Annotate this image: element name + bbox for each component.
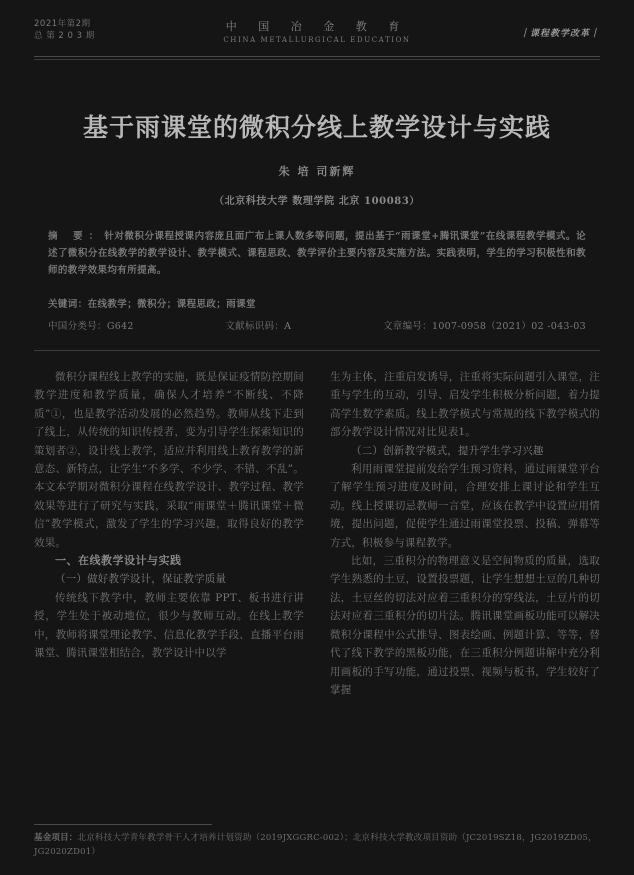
footnote-rule — [34, 824, 212, 825]
paragraph: 利用雨课堂提前发给学生预习资料，通过雨课堂平台了解学生预习进度及时间，合理安排上课讨论和学生互动。线上授课切忌教师一言堂，应该在教学中设置应用情境，提出问题，促使学生通过雨课堂投票、投稿、弹幕等方式，积极参与课程教学。 — [330, 463, 600, 549]
abstract-text: 针对微积分课程授课内容庞且面广布上课人数多等问题，提出基于“雨课堂+腾讯课堂”在线课程教学模式。论述了微积分在线教学的教学设计、教学模式、课程思政、教学评价主要内容及实施方法。实践表明，学生的学习积极性和教师的教学效果均有所提高。 — [48, 231, 586, 276]
column-tag: ｜课程教学改革｜ — [519, 29, 600, 39]
footnote-text: 北京科技大学青年教学骨干人才培养计划资助（2019JXGGRC-002）；北京科技大学教改项目资助（JC2019SZ18，JG2019ZD05，JG2020ZD01） — [34, 833, 597, 857]
issue-year: 2021年第2期 — [34, 19, 91, 29]
keywords-label: 关键词： — [48, 299, 88, 310]
abstract-label: 摘 要： — [48, 231, 105, 242]
body-columns — [34, 368, 600, 820]
doc-group — [225, 318, 291, 332]
affiliation: （北京科技大学 数理学院 北京 100083） — [214, 196, 420, 207]
footnote — [34, 831, 600, 859]
doc-value: A — [284, 321, 292, 332]
section-heading-1: 一、在线教学设计与实践 — [55, 554, 182, 568]
section-heading-2: （二）创新教学模式，提升学生学习兴趣 — [351, 444, 544, 457]
footnote-label: 基金项目： — [34, 833, 78, 843]
column-right — [330, 368, 600, 820]
column-left — [34, 368, 304, 820]
paragraph: 微积分课程线上教学的实施，既是保证疫情防控期间教学进度和教学质量，确保人才培养“不断线、不降质”①，也是教学活动发展的必然趋势。教师从线下走到了线上，从传统的知识传授者，变为引导学生探索知识的策划者②，设计线上教学，适应并利用线上教育教学的新意态、新特点，让学生“不多学、不少学、不错、不乱”。本文本学期对微积分课程在线教学设计、教学过程、教学效果等进行了研究与实践，采取“雨课堂＋腾讯课堂＋微信”教学模式，激发了学生的学习兴趣，取得良好的教学效果。 — [34, 371, 304, 549]
article-id-value: 1007-0958（2021）02 -043-03 — [431, 321, 586, 332]
abstract — [48, 228, 586, 279]
article-id-label: 文章编号： — [382, 321, 432, 332]
issue-number: 总 第 2 0 3 期 — [34, 31, 95, 41]
clc-value: G642 — [106, 321, 134, 332]
clc-group — [48, 318, 134, 332]
keywords — [48, 296, 586, 310]
clc-label: 中国分类号： — [48, 321, 107, 332]
article-id-group — [383, 318, 586, 332]
doc-label: 文献标识码： — [225, 321, 285, 332]
paragraph: 比如，三重积分的物理意义是空间物质的质量，选取学生熟悉的土豆，设置投票题，让学生想想土豆的几种切法，土豆丝的切法对应着三重积分的穿线法，土豆片的切法对应着三重积分的切片法。腾讯课堂画板功能可以解决微积分课程中公式推导、图表绘画、例题计算、等等，替代了线下教学的黑板功能，在三重积分例题讲解中充分利用画板的手写功能，通过投票、视频与板书，学生较好了掌握 — [330, 555, 600, 696]
paragraph: 传统线下教学中，教师主要依靠 PPT、板书进行讲授，学生处于被动地位，很少与教师互动。在线上教学中，教师将课堂理论教学、信息化教学手段、直播平台雨课堂、腾讯课堂相结合，教学设计中以学 — [34, 591, 304, 660]
journal-name — [34, 18, 600, 44]
journal-name-cn: 中 国 冶 金 教 育 — [225, 20, 409, 33]
section-heading-2: （一）做好教学设计，保证教学质量 — [55, 573, 227, 586]
journal-name-en: CHINA METALLURGICAL EDUCATION — [223, 36, 411, 44]
author-list: 朱 培 司新辉 — [278, 165, 356, 178]
keywords-text: 在线教学；微积分；课程思政；雨课堂 — [87, 299, 256, 310]
running-head — [34, 18, 600, 52]
body-separator-rule — [34, 350, 600, 351]
header-rule-thin — [34, 59, 600, 60]
header-rule — [34, 56, 600, 57]
page-title: 基于雨课堂的微积分线上教学设计与实践 — [82, 113, 551, 142]
classification-line — [48, 318, 586, 332]
paragraph: 生为主体，注重启发诱导，注重将实际问题引入课堂，注重与学生的互动，引导、启发学生积极分析问题，着力提高学生数学素质。线上教学模式与常规的线下教学模式的部分教学设计情况对比见表1。 — [330, 371, 600, 439]
